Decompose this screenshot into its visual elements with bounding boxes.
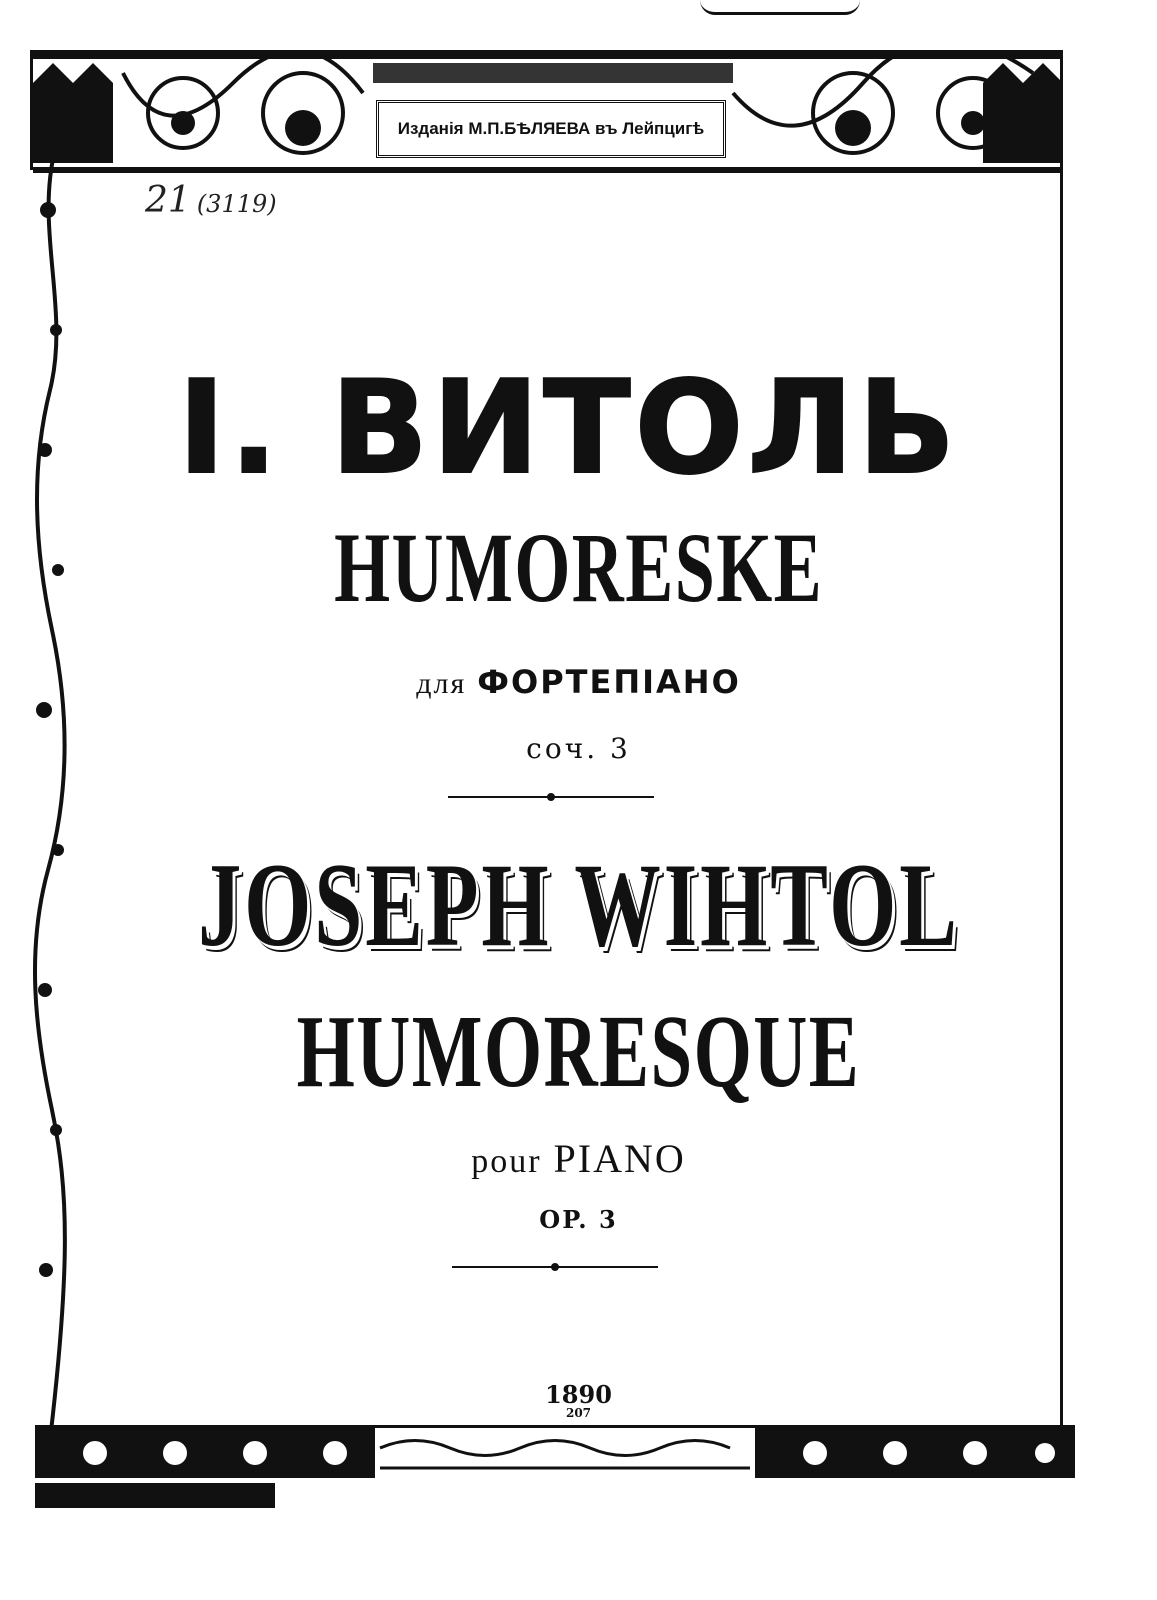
handwritten-catalogue-mark: [145, 180, 277, 221]
plate-number: 207: [565, 1406, 592, 1420]
bottom-ornament-pattern-icon: [35, 1428, 1075, 1508]
bottom-ornament-band: [35, 1425, 1075, 1508]
title-russian: HUMORESKE: [333, 512, 824, 623]
for-prefix-latin: pour: [471, 1143, 542, 1180]
opus-russian: соч. 3: [526, 732, 631, 765]
instrument-name-russian: ФОРТЕПІАНО: [477, 663, 741, 701]
instrument-name-latin: PIANO: [553, 1136, 686, 1181]
left-ornament-vine: [30, 150, 72, 1440]
instrument-russian: [0, 660, 1157, 702]
composer-name-latin: JOSEPH WIHTOL: [197, 838, 960, 971]
opus-latin: OP. 3: [539, 1205, 618, 1234]
composer-name-russian: І. ВИТОЛЬ: [177, 354, 960, 503]
publisher-imprint: Изданія М.П.БѢЛЯЕВА въ Лейпцигѣ: [376, 100, 726, 158]
publication-year: 1890: [545, 1380, 612, 1409]
divider-rule-lower: [452, 1266, 658, 1268]
divider-rule-upper: [448, 796, 654, 798]
handwritten-mark: 21: [145, 180, 191, 221]
handwritten-note: (3119): [196, 190, 277, 218]
for-prefix-russian: для: [416, 667, 467, 700]
page-edge-curl: [700, 0, 860, 15]
instrument-latin: [0, 1135, 1157, 1182]
title-latin: HUMORESQUE: [296, 994, 861, 1109]
